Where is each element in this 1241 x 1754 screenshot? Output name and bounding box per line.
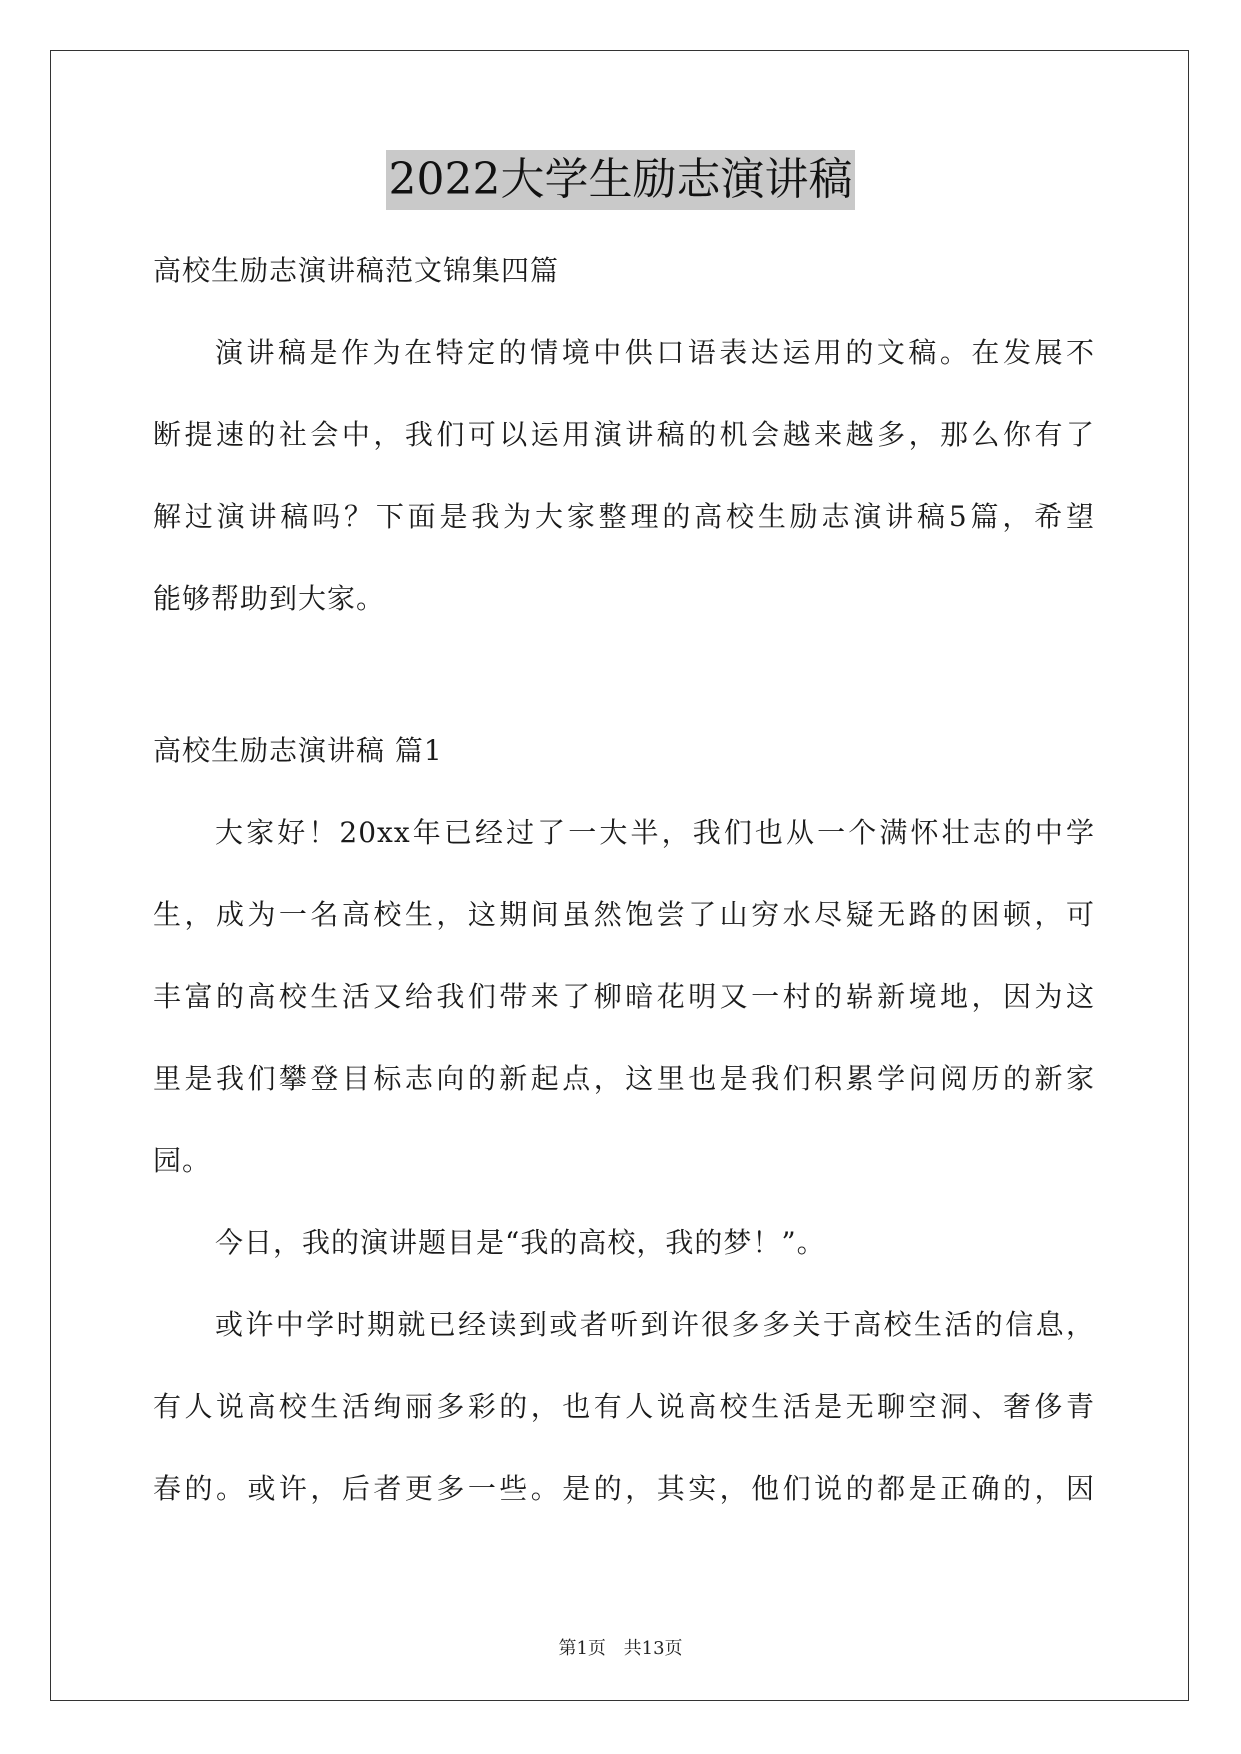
page-number: 第1页 (558, 1638, 606, 1659)
paragraph-line: 里是我们攀登目标志向的新起点，这里也是我们积累学问阅历的新家 (153, 1062, 1095, 1095)
intro-line: 演讲稿是作为在特定的情境中供口语表达运用的文稿。在发展不 (215, 336, 1095, 369)
section-spacer (153, 640, 1095, 710)
paragraph-line: 春的。或许，后者更多一些。是的，其实，他们说的都是正确的，因 (153, 1472, 1095, 1505)
document-title: 2022大学生励志演讲稿 (386, 150, 856, 210)
paragraph-line: 丰富的高校生活又给我们带来了柳暗花明又一村的崭新境地，因为这 (153, 980, 1095, 1013)
paragraph-line: 生，成为一名高校生，这期间虽然饱尝了山穷水尽疑无路的困顿，可 (153, 898, 1095, 931)
page-footer (0, 1634, 1241, 1660)
document-subtitle: 高校生励志演讲稿范文锦集四篇 (153, 254, 560, 287)
page-total: 共13页 (623, 1638, 683, 1659)
paragraph-line: 或许中学时期就已经读到或者听到许很多多关于高校生活的信息， (215, 1308, 1095, 1341)
intro-line: 断提速的社会中，我们可以运用演讲稿的机会越来越多，那么你有了 (153, 418, 1095, 451)
document-body (153, 230, 1095, 1530)
title-container (0, 150, 1241, 210)
section-heading: 高校生励志演讲稿 篇1 (153, 734, 443, 767)
intro-line: 能够帮助到大家。 (153, 582, 386, 615)
paragraph-line: 有人说高校生活绚丽多彩的，也有人说高校生活是无聊空洞、奢侈青 (153, 1390, 1095, 1423)
paragraph-line: 今日，我的演讲题目是“我的高校，我的梦！”。 (215, 1226, 826, 1259)
paragraph-line: 园。 (153, 1144, 212, 1177)
paragraph-line: 大家好！20xx年已经过了一大半，我们也从一个满怀壮志的中学 (215, 816, 1095, 849)
intro-line: 解过演讲稿吗？下面是我为大家整理的高校生励志演讲稿5篇，希望 (153, 500, 1095, 533)
